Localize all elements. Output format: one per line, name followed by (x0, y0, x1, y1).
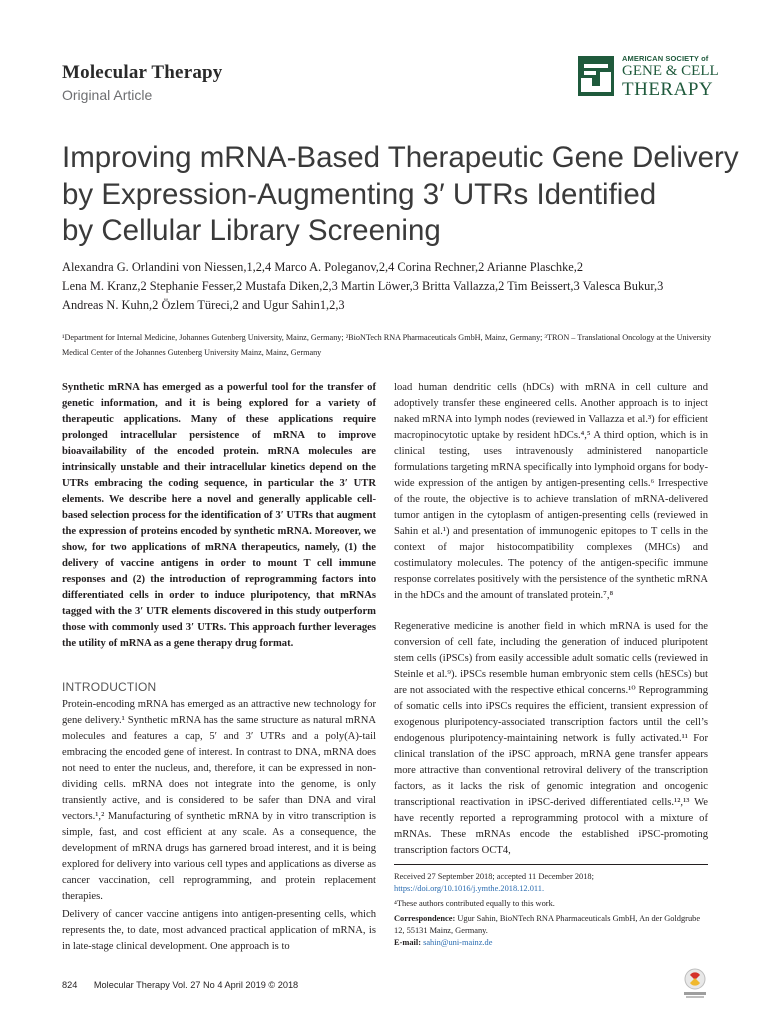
logo-line1: AMERICAN SOCIETY of (622, 54, 709, 63)
crossmark-icon[interactable] (682, 968, 708, 1000)
author-line: Andreas N. Kuhn,2 Özlem Türeci,2 and Ugur Sahin1,2,3 (62, 298, 345, 312)
correspondence-text: Ugur Sahin, BioNTech RNA Pharmaceuticals GmbH, An der Goldgrube 12, 55131 Mainz, Germany. (394, 914, 701, 935)
logo-line3: THERAPY (622, 79, 714, 100)
introduction-para2 (62, 907, 376, 955)
doi-link[interactable]: https://doi.org/10.1016/j.ymthe.2018.12.011. (394, 884, 545, 893)
journal-name: Molecular Therapy (62, 62, 223, 83)
journal-citation: Molecular Therapy Vol. 27 No 4 April 2019 © 2018 (93, 980, 299, 990)
email-link[interactable]: sahin@uni-mainz.de (423, 938, 493, 947)
correspondence-label: Correspondence: (394, 914, 456, 923)
page-number: 824 (62, 980, 78, 990)
paragraph-text: Protein-encoding mRNA has emerged as an attractive new technology for gene delivery.¹ Synthetic mRNA has the same structure as natural mRNA molecules and features a cap, 5′ and 3′ UTRs and a poly(A)-tail embracing the encoded gene of interest. In contrast to DNA, mRNA does not need to enter the nucleus, and, therefore, it can be expressed in non-dividing cells. mRNA does not integrate into the genome, is only transiently active, and is considered to be safer than DNA and viral vectors.¹,² Manufacturing of synthetic mRNA by in vitro transcription is simple, fast, and cost efficient at any scale. As a consequence, the development of mRNA drugs has garnered broad interest, and it is being explored for delivery into various cell types and applications as diverse as cancer vaccination, cell reprogramming, and protein replacement therapies. (62, 699, 376, 902)
received-dates: Received 27 September 2018; accepted 11 December 2018; (394, 872, 594, 881)
title-line: by Cellular Library Screening (62, 214, 441, 247)
paragraph-text: load human dendritic cells (hDCs) with mRNA in cell culture and adoptively transfer these engineered cells. Another approach is to inject naked mRNA into lymph nodes (reviewed in Vallazza et al.³) for efficient macropinocytotic uptake by resident hDCs.⁴,⁵ A third option, which is in clinical testing, uses intravenously administered nanoparticle formulations targeting mRNA specifically into lymphoid organs for body-wide expression of the antigen by antigen-presenting cells.⁶ Irrespective of the route, the objective is to achieve translation of mRNA-delivered tumor antigen in the cytoplasm of antigen-presenting cells (reviewed in Sahin et al.¹) and presentation of immunogenic epitopes to T cells in the context of major histocompatibility complexes (MHCs) and costimulatory molecules. The potency of the antigen-specific immune response correlates positively with the persistence of the synthetic mRNA in the hDCs and the amount of translated protein.⁷,⁸ (394, 382, 708, 601)
abstract (62, 380, 376, 652)
introduction-para1 (62, 697, 376, 905)
affiliations: ¹Department for Internal Medicine, Johannes Gutenberg University, Mainz, Germany; ²BioNTech RNA Pharmaceuticals GmbH, Mainz, Germany; ³TRON – Translational Oncology at the University Medical Center of the Johannes Gutenberg University Mainz, Mainz, Germany (62, 333, 712, 357)
article-title (62, 140, 742, 250)
author-line: Alexandra G. Orlandini von Niessen,1,2,4 Marco A. Poleganov,2,4 Corina Rechner,2 Arianne Plaschke,2 (62, 260, 584, 274)
title-line: by Expression-Augmenting 3′ UTRs Identified (62, 177, 657, 211)
page-footer (62, 980, 298, 990)
footnotes (394, 871, 708, 952)
footnote-divider (394, 864, 708, 865)
equal-contribution-note: ⁴These authors contributed equally to this work. (394, 899, 555, 908)
email-label: E-mail: (394, 938, 421, 947)
asgct-logo-icon (578, 56, 614, 96)
author-list (62, 258, 722, 315)
logo-line2: GENE & CELL (622, 63, 719, 79)
author-line: Lena M. Kranz,2 Stephanie Fesser,2 Mustafa Diken,2,3 Martin Löwer,3 Britta Vallazza,2 Tim Beissert,3 Valesca Bukur,3 (62, 279, 664, 293)
abstract-text: Synthetic mRNA has emerged as a powerful tool for the transfer of genetic information, and it is being explored for a variety of therapeutic applications. Many of these applications require prolonged intracellular persistence of mRNA to improve bioavailability of the encoded protein. mRNA molecules are intrinsically unstable and their intracellular kinetics depend on the UTRs embracing the coding sequence, in particular the 3′ UTR elements. We describe here a novel and generally applicable cell-based selection process for the identification of 3′ UTRs that augment the expression of proteins encoded by synthetic mRNA. Moreover, we show, for two applications of mRNA therapeutics, namely, (1) the delivery of vaccine antigens in order to mount T cell immune responses and (2) the introduction of reprogramming factors into differentiated cells in order to induce pluripotency, that mRNAs tagged with the 3′ UTR elements discovered in this study outperform those with commonly used 3′ UTRs. This approach further leverages the utility of mRNA as a gene therapy drug format. (62, 382, 376, 649)
section-heading-introduction: INTRODUCTION (62, 680, 157, 694)
article-type: Original Article (62, 87, 153, 103)
title-line: Improving mRNA-Based Therapeutic Gene Delivery (62, 141, 739, 174)
paragraph-text: Delivery of cancer vaccine antigens into antigen-presenting cells, which represents the, to date, most advanced practical application of mRNA, is in late-stage clinical development. One approach is to (62, 909, 376, 952)
paragraph-text: Regenerative medicine is another field in which mRNA is used for the conversion of cell fate, including the generation of induced pluripotent stem cells (iPSCs) from easily accessible adult somatic cells (reviewed in Steinle et al.⁹). iPSCs resemble human embryonic stem cells (hESCs) but are not associated with the respective ethical concerns.¹⁰ Reprogramming of somatic cells into iPSCs requires the efficient, transient expression of exogenous pluripotency-associated transcription factors until the cell’s endogenous pluripotency-maintaining network is fully activated.¹¹ For clinical translation of the iPSC approach, mRNA gene transfer appears more attractive than conventional retroviral delivery of the transcription factors, as it lacks the risk of genomic integration and oncogenic transcriptional reactivation in iPSC-derived differentiated cells.¹²,¹³ We have recently reported a reprogramming protocol with a mixture of mRNAs. These mRNAs encode the established iPSC-promoting transcription factors OCT4, (394, 621, 708, 856)
right-column-para2 (394, 619, 708, 859)
right-column-para1 (394, 380, 708, 604)
asgct-logo (578, 52, 719, 102)
